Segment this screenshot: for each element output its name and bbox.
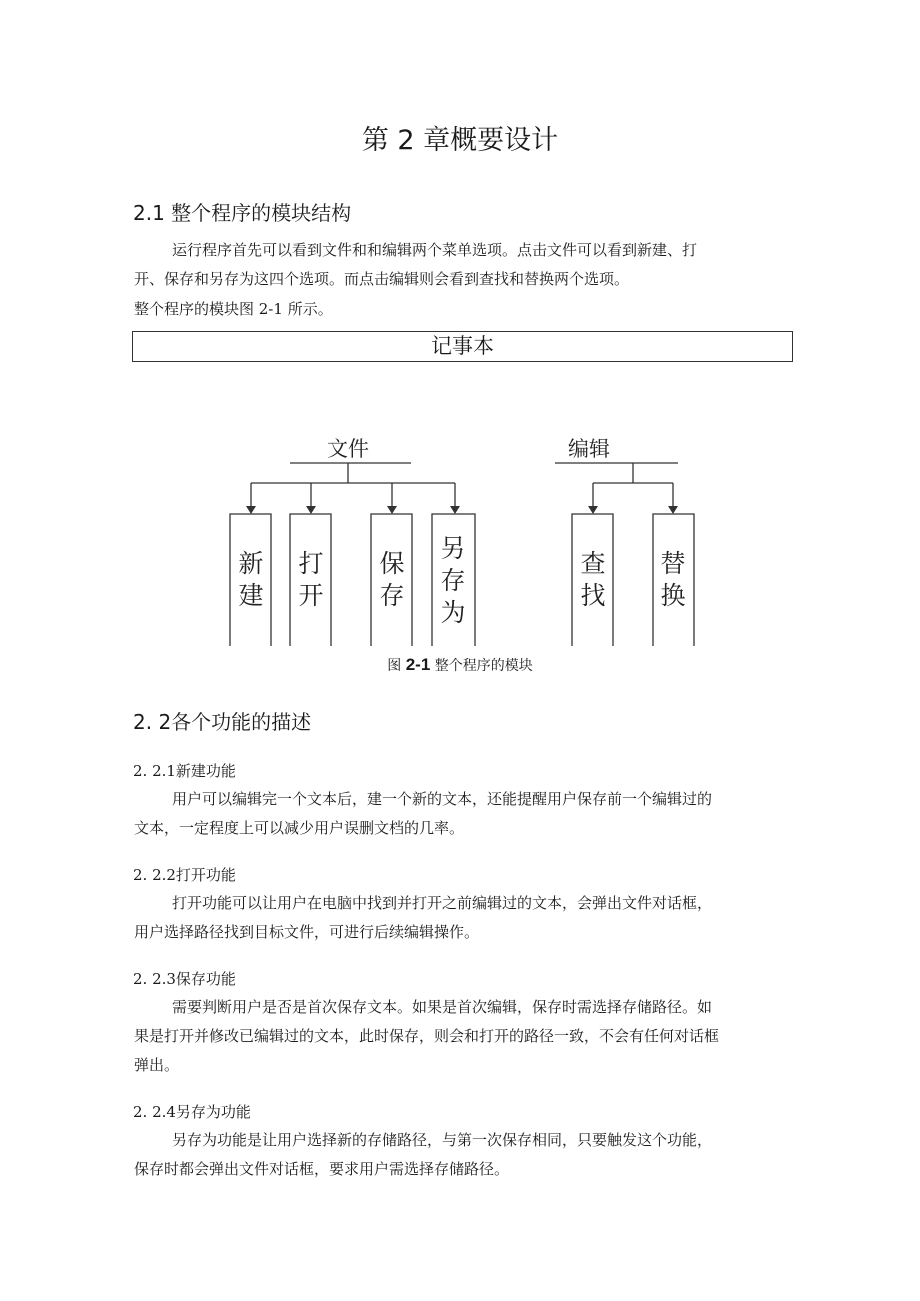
file-item-save-char-1: 保 (379, 549, 405, 578)
subsection-body-open (134, 889, 712, 947)
body-line: 打开功能可以让用户在电脑中找到并打开之前编辑过的文本，会弹出文件对话框， (172, 894, 713, 912)
edit-item-replace-char-2: 换 (660, 581, 686, 610)
body-line: 另存为功能是让用户选择新的存储路径，与第一次保存相同，只要触发这个功能， (172, 1131, 713, 1149)
subsection-heading-saveas: 2. 2.4另存为功能 (133, 1103, 251, 1121)
subsection-body-new (134, 785, 712, 843)
file-menu-label: 文件 (327, 437, 369, 461)
subsection-body-save (134, 993, 719, 1080)
diagram-connectors (251, 463, 678, 508)
body-line: 保存时都会弹出文件对话框，要求用户需选择存储路径。 (134, 1160, 510, 1178)
paragraph-intro-line-2: 开、保存和另存为这四个选项。而点击编辑则会看到查找和替换两个选项。 (134, 270, 630, 288)
section-heading-2-1: 2.1 整个程序的模块结构 (133, 201, 352, 225)
edit-item-find-char-1: 查 (580, 549, 606, 578)
file-item-open-char-1: 打 (298, 549, 324, 578)
file-item-saveas-char-1: 另 (440, 534, 466, 563)
body-line: 用户选择路径找到目标文件，可进行后续编辑操作。 (134, 923, 480, 941)
diagram-arrowheads (246, 506, 678, 514)
file-item-new-char-2: 建 (238, 581, 264, 610)
body-line: 弹出。 (134, 1056, 180, 1074)
file-item-new-char-1: 新 (238, 549, 264, 578)
subsection-heading-open: 2. 2.2打开功能 (133, 866, 236, 884)
edit-item-find-char-2: 找 (580, 581, 606, 610)
body-line: 果是打开并修改已编辑过的文本，此时保存，则会和打开的路径一致，不会有任何对话框 (134, 1027, 720, 1045)
body-line: 用户可以编辑完一个文本后，建一个新的文本，还能提醒用户保存前一个编辑过的 (172, 790, 713, 808)
body-line: 需要判断用户是否是首次保存文本。如果是首次编辑，保存时需选择存储路径。如 (172, 998, 713, 1016)
paragraph-intro-line-1: 运行程序首先可以看到文件和和编辑两个菜单选项。点击文件可以看到新建、打 (172, 241, 698, 259)
caption-prefix: 图 (387, 658, 402, 674)
file-item-saveas-char-2: 存 (440, 566, 466, 595)
file-item-save-char-2: 存 (379, 581, 405, 610)
diagram-root-box: 记事本 (132, 331, 793, 362)
module-diagram (0, 380, 920, 650)
subsection-heading-new: 2. 2.1新建功能 (133, 762, 236, 780)
edit-menu-label: 编辑 (568, 437, 610, 461)
section-heading-2-2: 2. 2各个功能的描述 (133, 710, 312, 734)
body-line: 文本，一定程度上可以减少用户误删文档的几率。 (134, 819, 465, 837)
caption-text: 整个程序的模块 (434, 658, 533, 674)
caption-number: 2-1 (405, 655, 431, 674)
figure-caption (0, 655, 920, 675)
subsection-body-saveas (134, 1126, 712, 1184)
paragraph-figure-ref: 整个程序的模块图 2-1 所示。 (134, 300, 333, 318)
subsection-heading-save: 2. 2.3保存功能 (133, 970, 236, 988)
file-item-open-char-2: 开 (298, 581, 324, 610)
file-item-saveas-char-3: 为 (440, 598, 466, 627)
chapter-title: 第 2 章概要设计 (361, 125, 559, 156)
edit-item-replace-char-1: 替 (660, 549, 686, 578)
